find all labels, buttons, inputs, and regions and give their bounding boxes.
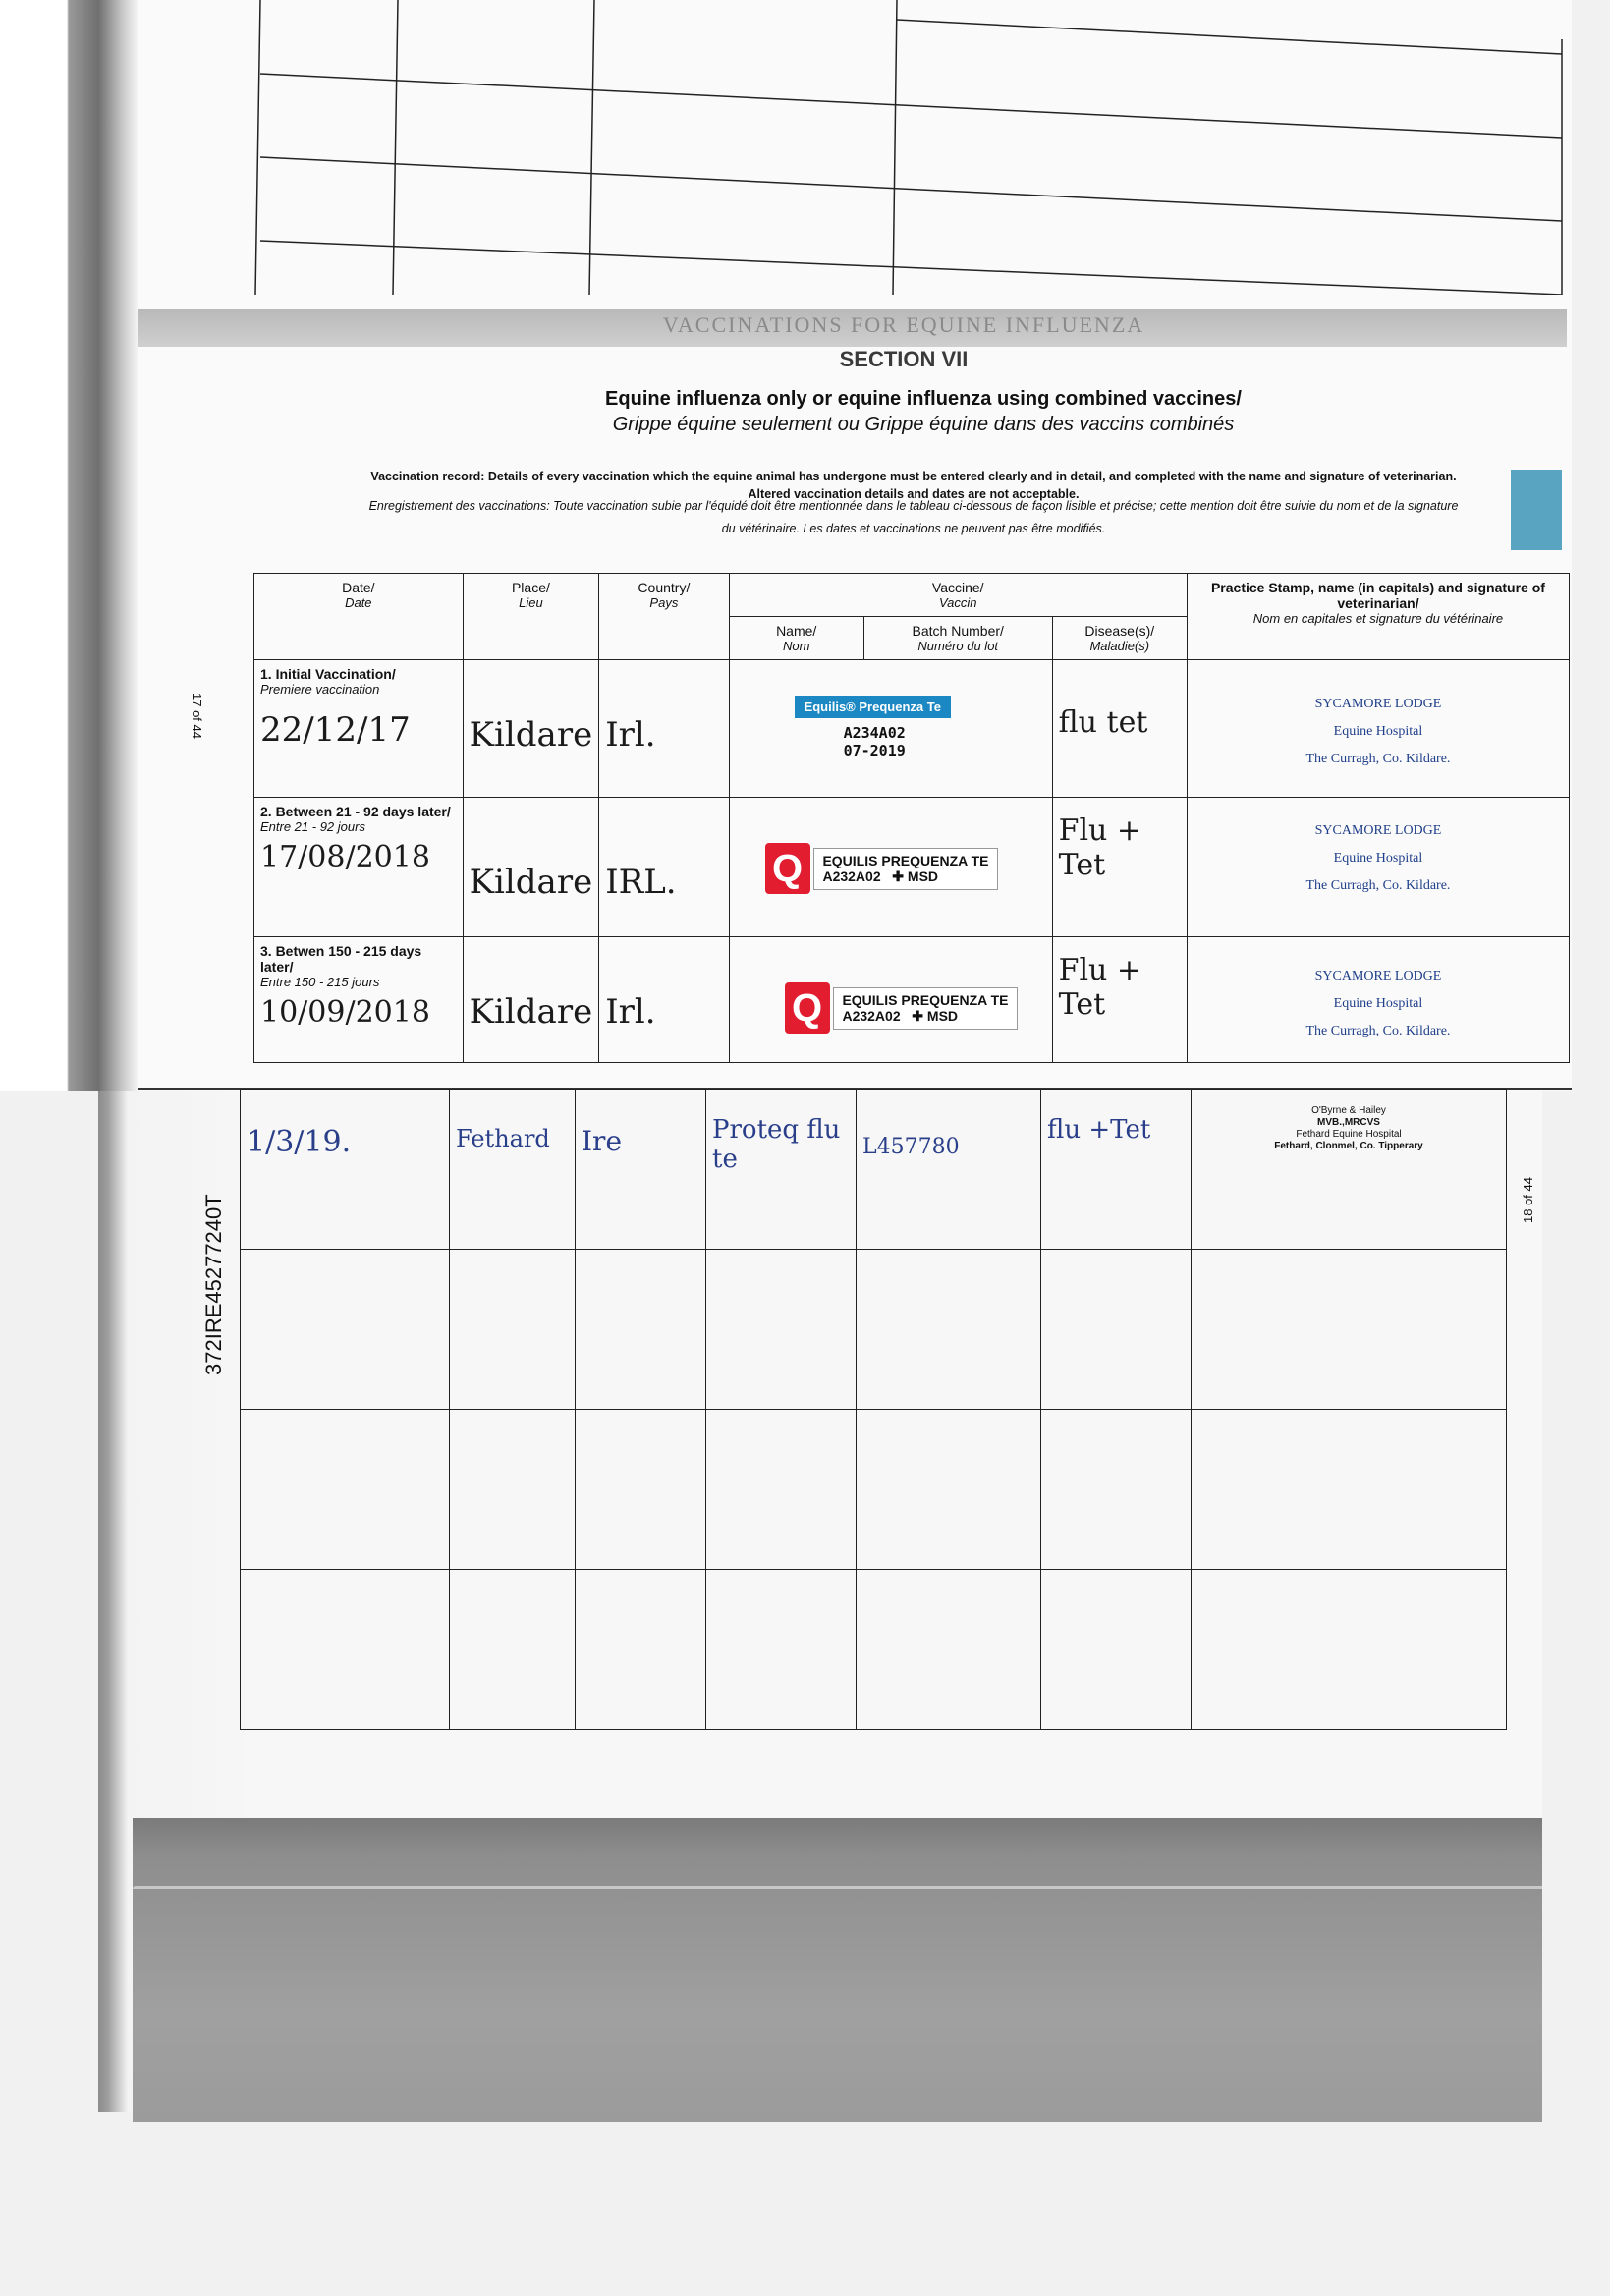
binder-edge-top <box>0 0 138 1091</box>
row1-place-cell: Kildare <box>463 660 599 798</box>
cont-name-cell: Proteq flu te <box>706 1090 857 1250</box>
note-english: Vaccination record: Details of every vaccination which the equine animal has undergone must be entered clearly and in detail, and completed with the name and signature of veterinarian. <box>370 470 1457 483</box>
row2-disease-cell: Flu + Tet <box>1052 798 1187 937</box>
row1-vaccine-sticker-cell: Equilis® Prequenza Te A234A02 07-2019 <box>729 660 1052 798</box>
cont-country-cell: Ire <box>576 1090 706 1250</box>
header-practice-stamp: Practice Stamp, name (in capitals) and signature of veterinarian/ Nom en capitales et signature du vétérinaire <box>1187 574 1569 660</box>
cont-practice-stamp: O'Byrne & Hailey MVB.,MRCVS Fethard Equine Hospital Fethard, Clonmel, Co. Tipperary <box>1192 1090 1507 1250</box>
continuation-row-2 <box>241 1250 1507 1410</box>
header-vaccine: Vaccine/ Vaccin <box>729 574 1187 617</box>
row2-vaccine-sticker-cell: Q EQUILIS PREQUENZA TE A232A02 ✚ MSD <box>729 798 1052 937</box>
header-country: Country/ Pays <box>599 574 729 660</box>
row2-date-cell: 2. Between 21 - 92 days later/ Entre 21 - 92 jours 17/08/2018 <box>254 798 464 937</box>
q-logo-icon: Q <box>765 843 810 894</box>
header-vaccine-name: Name/ Nom <box>729 617 863 660</box>
row1-country-cell: Irl. <box>599 660 729 798</box>
top-lines <box>250 0 1567 295</box>
passport-id: 372IRE45277240T <box>201 1194 226 1375</box>
right-page-number: 18 of 44 <box>1521 1177 1535 1223</box>
row2-practice-stamp: SYCAMORE LODGE Equine Hospital The Curragh, Co. Kildare. <box>1187 798 1569 937</box>
row3-disease-cell: Flu + Tet <box>1052 937 1187 1063</box>
continuation-table <box>240 1089 1507 1730</box>
equilis-badge: Equilis® Prequenza Te <box>795 696 951 718</box>
row2-country-cell: IRL. <box>599 798 729 937</box>
cont-place-cell: Fethard <box>450 1090 576 1250</box>
row1-disease-cell: flu tet <box>1052 660 1187 798</box>
row1-practice-stamp: SYCAMORE LODGE Equine Hospital The Curragh, Co. Kildare. <box>1187 660 1569 798</box>
note-french-2: du vétérinaire. Les dates et vaccinations ne peuvent pas être modifiés. <box>721 522 1106 535</box>
binder-band <box>133 1818 1542 2122</box>
cont-date-cell: 1/3/19. <box>241 1090 450 1250</box>
left-page-number: 17 of 44 <box>190 693 204 739</box>
heading-english: Equine influenza only or equine influenza using combined vaccines/ <box>605 388 1242 410</box>
row3-country-cell: Irl. <box>599 937 729 1063</box>
header-place: Place/ Lieu <box>463 574 599 660</box>
continuation-row-3 <box>241 1410 1507 1570</box>
vaccination-row-2 <box>254 798 1570 937</box>
continuation-row-1 <box>241 1090 1507 1250</box>
row2-place-cell: Kildare <box>463 798 599 937</box>
header-diseases: Disease(s)/ Maladie(s) <box>1052 617 1187 660</box>
row1-date-cell: 1. Initial Vaccination/ Premiere vaccination 22/12/17 <box>254 660 464 798</box>
header-batch-number: Batch Number/ Numéro du lot <box>863 617 1052 660</box>
continuation-row-4 <box>241 1570 1507 1730</box>
q-logo-icon-2: Q <box>785 982 830 1034</box>
section-faded-header: VACCINATIONS FOR EQUINE INFLUENZA <box>662 312 1145 337</box>
cont-batch-cell: L457780 <box>857 1090 1041 1250</box>
vaccination-row-1 <box>254 660 1570 798</box>
vaccination-table <box>253 573 1570 1063</box>
blue-tab-marker <box>1511 470 1562 550</box>
header-date: Date/ Date <box>254 574 464 660</box>
note-french: Enregistrement des vaccinations: Toute vaccination subie par l'équidé doit être mentionnée dans le tableau ci-dessous de façon lisible et précise; cette mention doit être suivie du nom et de la signature <box>368 499 1459 513</box>
row3-date-cell: 3. Betwen 150 - 215 days later/ Entre 150 - 215 jours 10/09/2018 <box>254 937 464 1063</box>
row3-vaccine-sticker-cell: Q EQUILIS PREQUENZA TE A232A02 ✚ MSD <box>729 937 1052 1063</box>
note-english-2: Altered vaccination details and dates are not acceptable. <box>748 487 1080 501</box>
section-title: SECTION VII <box>839 347 969 371</box>
vaccination-row-3 <box>254 937 1570 1063</box>
cont-disease-cell: flu +Tet <box>1041 1090 1192 1250</box>
heading-french: Grippe équine seulement ou Grippe équine dans des vaccins combinés <box>612 414 1235 435</box>
row3-practice-stamp: SYCAMORE LODGE Equine Hospital The Curragh, Co. Kildare. <box>1187 937 1569 1063</box>
row3-place-cell: Kildare <box>463 937 599 1063</box>
